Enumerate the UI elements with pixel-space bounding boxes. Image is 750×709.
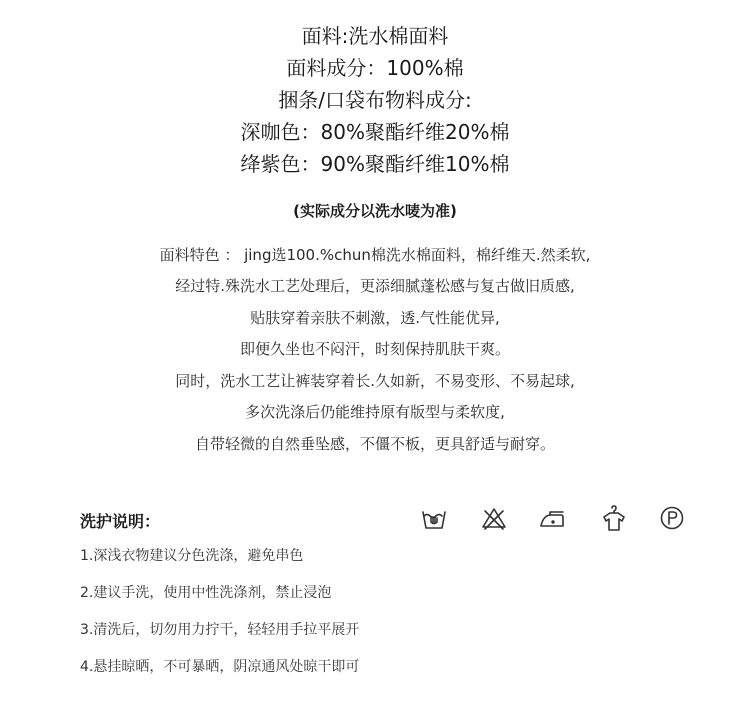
spec-line: 捆条/口袋布物料成分: [278, 88, 472, 112]
hang-dry-icon [600, 504, 628, 532]
care-icons [420, 504, 690, 532]
spec-line: 面料:洗水棉面料 [301, 24, 449, 48]
do-not-bleach-icon [480, 504, 508, 532]
spec-line: 绛紫色：90%聚酯纤维10%棉 [240, 152, 510, 176]
description-line: 贴肤穿着亲肤不刺激，透.气性能优异, [250, 309, 500, 327]
description-line: 面料特色 ： jing选100.%chun棉洗水棉面料，棉纤维天.然柔软, [159, 246, 591, 264]
care-item: 1.深浅衣物建议分色洗涤，避免串色 [80, 548, 304, 564]
description-line: 经过特.殊洗水工艺处理后，更添细腻蓬松感与复古做旧质感, [175, 277, 575, 295]
care-item: 3.清洗后，切勿用力拧干，轻轻用手拉平展开 [80, 622, 360, 638]
dry-clean-p-icon [658, 504, 686, 532]
composition-note: (实际成分以洗水唛为准) [293, 202, 457, 220]
description-line: 自带轻微的自然垂坠感，不僵不板，更具舒适与耐穿。 [194, 435, 555, 453]
iron-low-icon [538, 504, 568, 532]
care-item: 2.建议手洗，使用中性洗涤剂，禁止浸泡 [80, 585, 332, 601]
description-line: 同时，洗水工艺让裤装穿着长.久如新，不易变形、不易起球, [175, 372, 575, 390]
care-title: 洗护说明： [80, 512, 161, 531]
description-line: 多次洗涤后仍能维持原有版型与柔软度, [245, 403, 505, 421]
spec-line: 面料成分：100%棉 [286, 56, 464, 80]
hand-wash-icon [420, 504, 448, 532]
spec-line: 深咖色：80%聚酯纤维20%棉 [240, 120, 510, 144]
care-item: 4.悬挂晾晒，不可暴晒，阴凉通风处晾干即可 [80, 659, 360, 675]
description-line: 即便久坐也不闷汗，时刻保持肌肤干爽。 [239, 340, 510, 358]
